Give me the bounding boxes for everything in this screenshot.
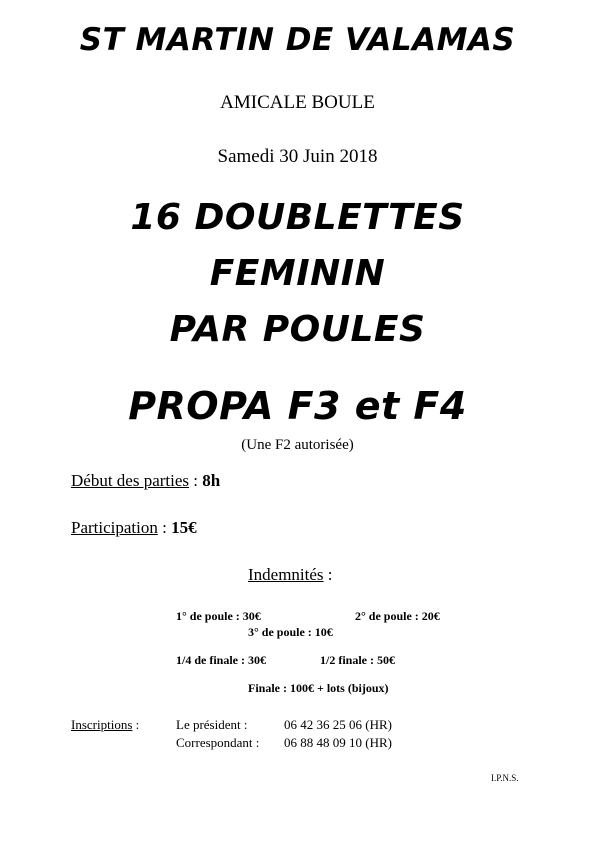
event-title-line1: 16 DOUBLETTES bbox=[130, 197, 465, 238]
registration-label-text: Inscriptions bbox=[71, 717, 133, 732]
prize-third-pool: 3° de poule : 10€ bbox=[248, 625, 333, 639]
prize-second-pool: 2° de poule : 20€ bbox=[355, 609, 440, 623]
event-title-line3: PAR POULES bbox=[169, 309, 426, 350]
town-title: ST MARTIN DE VALAMAS bbox=[79, 22, 516, 58]
club-name: AMICALE BOULE bbox=[220, 92, 375, 113]
start-time-sep: : bbox=[189, 471, 203, 490]
event-title-line2: FEMININ bbox=[209, 253, 386, 294]
contact-president-role: Le président : bbox=[176, 717, 248, 732]
prize-semi-final: 1/2 finale : 50€ bbox=[320, 653, 395, 667]
prize-quarter-final: 1/4 de finale : 30€ bbox=[176, 653, 266, 667]
prizes-heading bbox=[248, 565, 333, 585]
fee-label: Participation bbox=[71, 518, 158, 537]
start-time-row bbox=[71, 471, 220, 491]
prize-final: Finale : 100€ + lots (bijoux) bbox=[248, 681, 389, 695]
fee-sep: : bbox=[157, 518, 172, 537]
event-note: (Une F2 autorisée) bbox=[241, 437, 354, 453]
registration-label bbox=[71, 717, 139, 733]
prizes-heading-label: Indemnités bbox=[248, 565, 324, 584]
contact-correspondent-phone: 06 88 48 09 10 (HR) bbox=[284, 735, 392, 750]
contact-correspondent-role: Correspondant : bbox=[176, 735, 260, 750]
fee-row bbox=[71, 518, 197, 538]
start-time-value: 8h bbox=[202, 471, 221, 490]
event-category: PROPA F3 et F4 bbox=[128, 384, 467, 428]
ipns-mark: I.P.N.S. bbox=[491, 773, 519, 783]
prizes-heading-sep: : bbox=[323, 565, 333, 584]
prize-first-pool: 1° de poule : 30€ bbox=[176, 609, 261, 623]
registration-label-sep: : bbox=[132, 717, 140, 732]
start-time-label: Début des parties bbox=[71, 471, 190, 490]
event-date: Samedi 30 Juin 2018 bbox=[217, 146, 378, 167]
contact-president-phone: 06 42 36 25 06 (HR) bbox=[284, 717, 392, 732]
fee-value: 15€ bbox=[171, 518, 197, 537]
